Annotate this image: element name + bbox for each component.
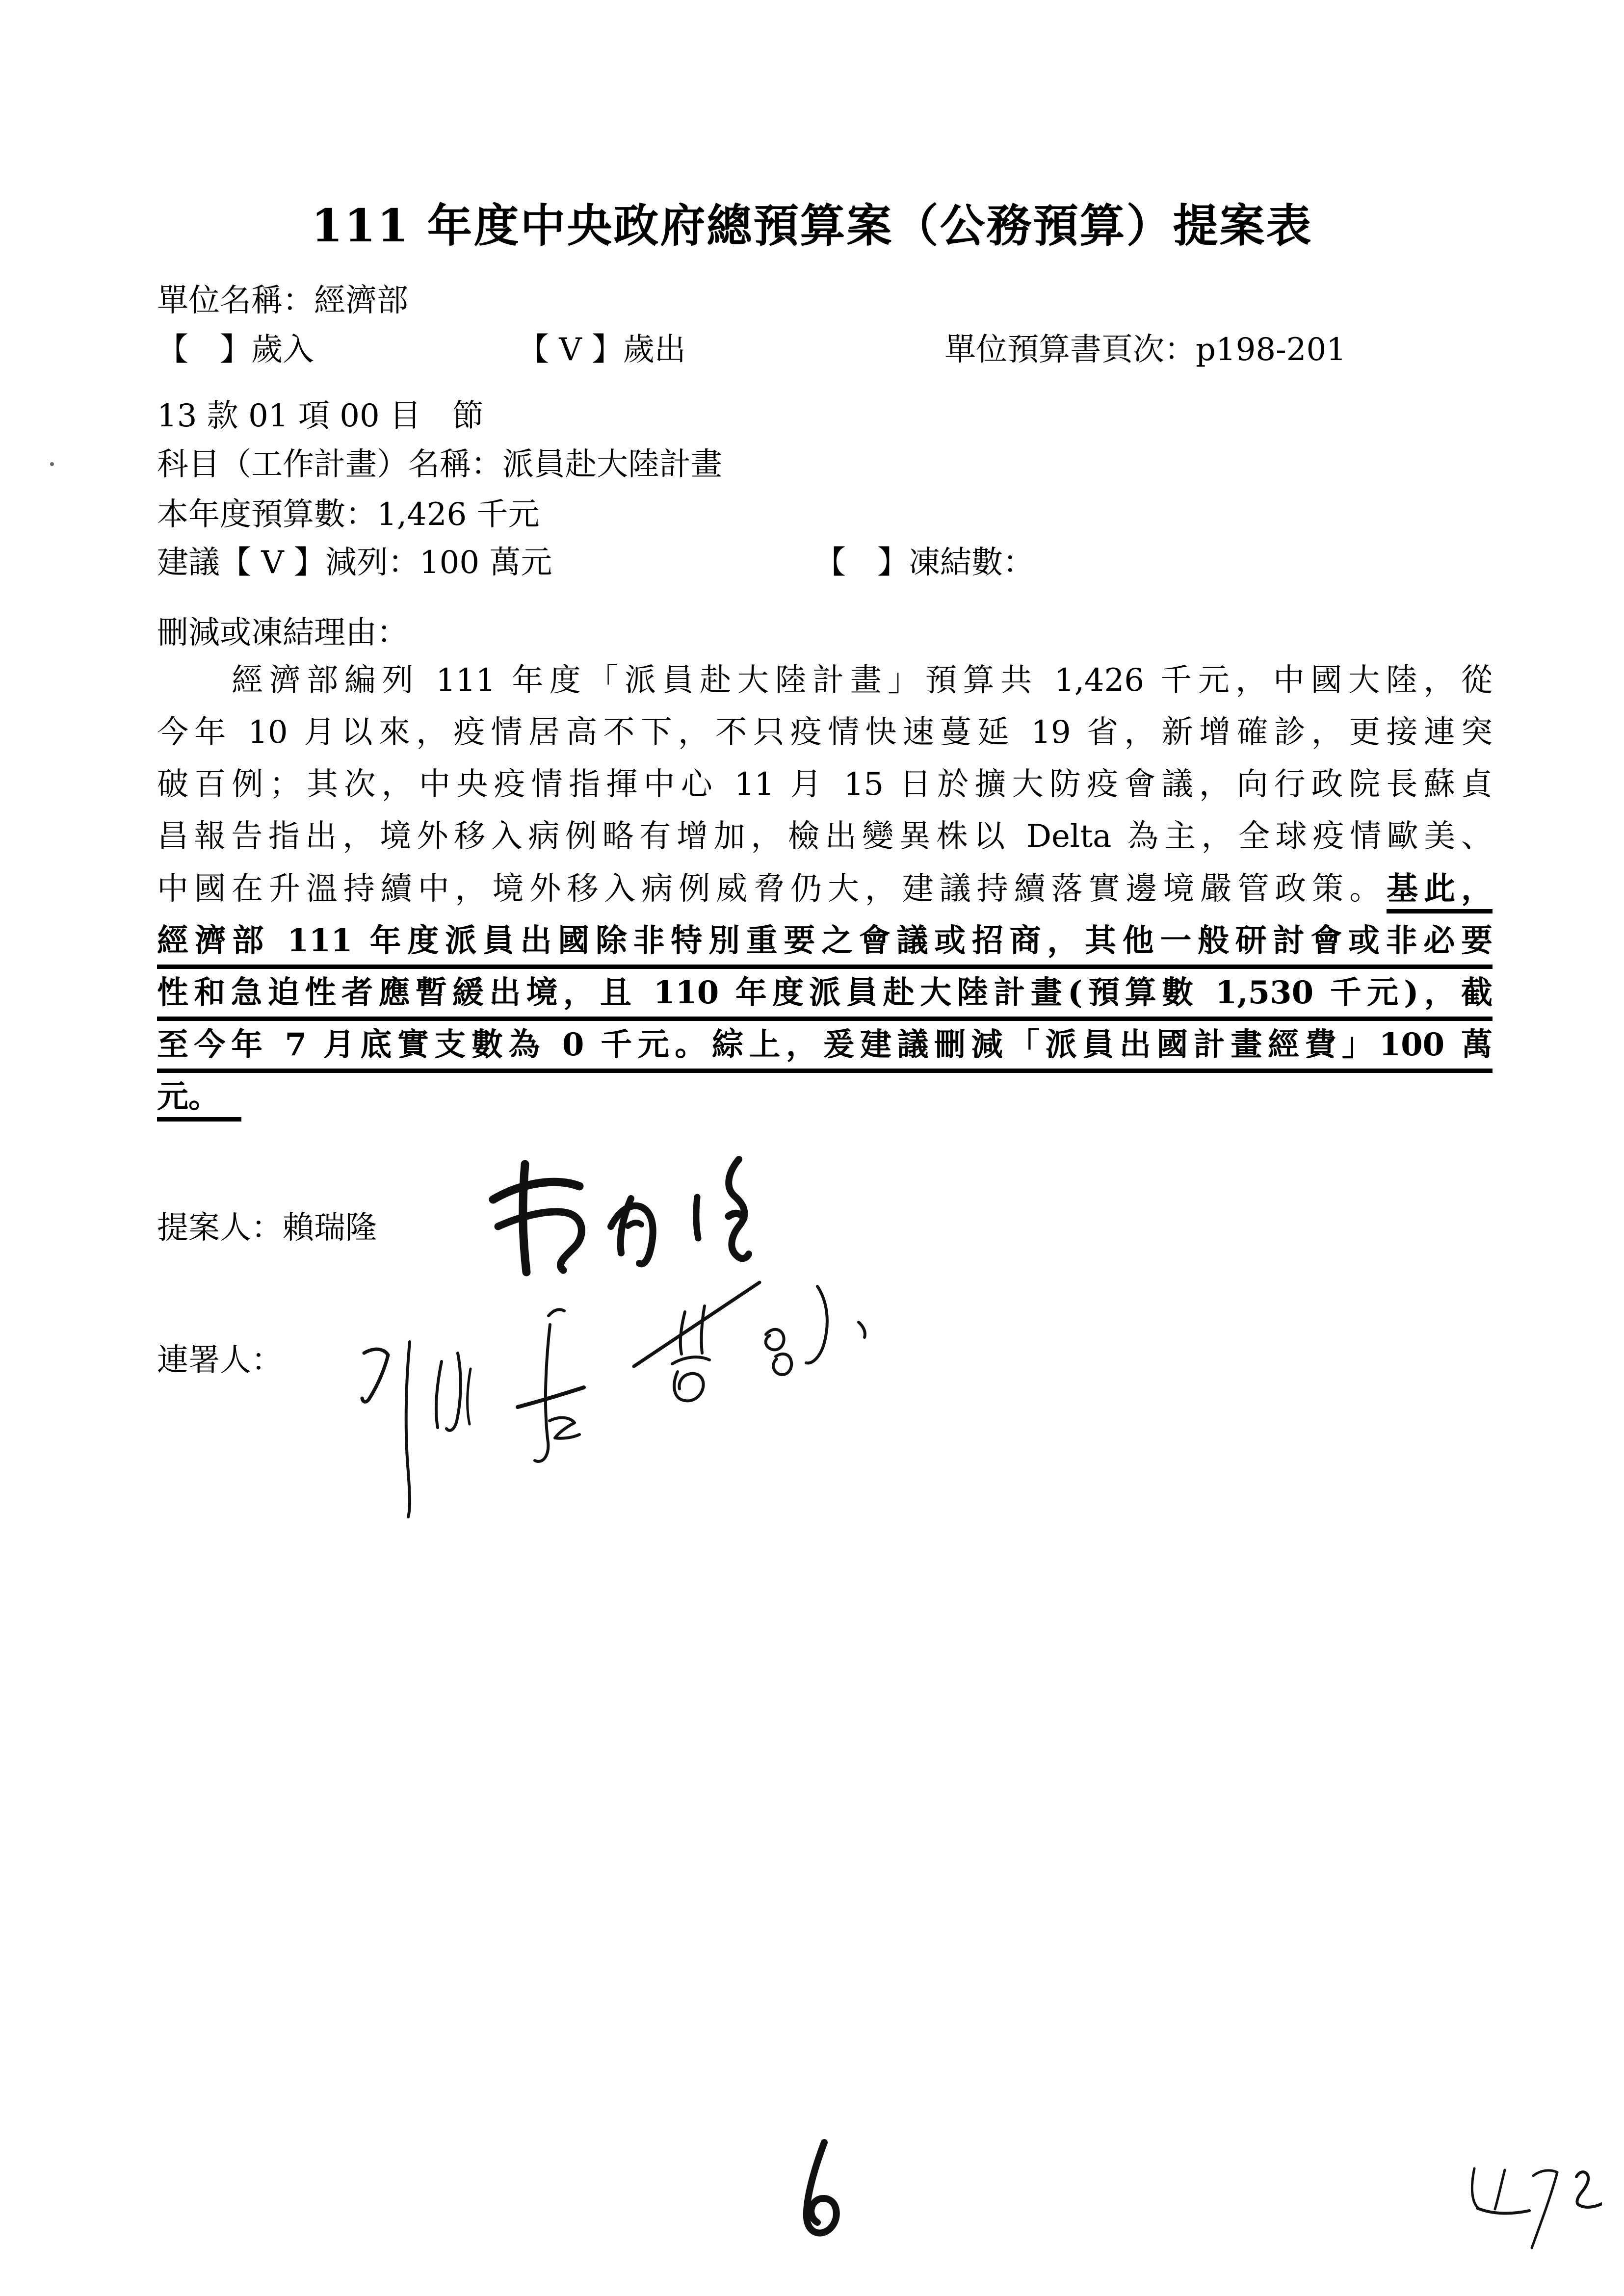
cosigner-signature-2 (628, 1276, 883, 1437)
revenue-checkbox-label: 【 】歲入 (157, 332, 314, 368)
current-year-budget-line: 本年度預算數：1,426 千元 (157, 496, 540, 533)
subject-line: 科目（工作計畫）名稱：派員赴大陸計畫 (157, 446, 722, 483)
reason-line-1: 經濟部編列 111 年度「派員赴大陸計畫」預算共 1,426 千元，中國大陸，從 (232, 662, 1493, 699)
scan-speck-artifact (50, 462, 54, 466)
page-title: 111 年度中央政府總預算案（公務預算）提案表 (311, 199, 1313, 252)
reason-line-3: 破百例；其次，中央疫情指揮中心 11 月 15 日於擴大防疫會議，向行政院長蘇貞 (157, 766, 1493, 803)
proposer-signature (483, 1152, 778, 1287)
reason-line-6: 經濟部 111 年度派員出國除非特別重要之會議或招商，其他一般研討會或非必要 (157, 917, 1493, 969)
reason-heading: 刪減或凍結理由： (157, 615, 408, 651)
budget-book-page-ref: 單位預算書頁次：p198-201 (944, 332, 1346, 368)
corner-note-handwriting (1460, 2156, 1602, 2254)
freeze-proposal-label: 【 】凍結數： (814, 545, 1034, 581)
reason-line-8: 至今年 7 月底實支數為 0 千元。綜上，爰建議刪減「派員出國計畫經費」100 萬 (157, 1021, 1493, 1073)
cosigner-heading: 連署人： (157, 1342, 283, 1379)
budget-code-line: 13 款 01 項 00 目 節 (157, 398, 484, 434)
reason-line-5: 中國在升溫持續中，境外移入病例威脅仍大，建議持續落實邊境嚴管政策。基此， (157, 865, 1493, 913)
reason-line-9: 元。 (157, 1073, 1493, 1121)
unit-name-line: 單位名稱：經濟部 (157, 283, 408, 319)
cosigner-signature-1 (343, 1295, 599, 1526)
reason-line-7: 性和急迫性者應暫緩出境，且 110 年度派員赴大陸計畫(預算數 1,530 千元)，截 (157, 969, 1493, 1021)
expenditure-checkbox-label: 【 V 】歲出 (518, 332, 686, 368)
reason-line-2: 今年 10 月以來，疫情居高不下，不只疫情快速蔓延 19 省，新增確診，更接連突 (157, 714, 1493, 751)
reason-line-4: 昌報告指出，境外移入病例略有增加，檢出變異株以 Delta 為主，全球疫情歐美、 (157, 818, 1493, 855)
reason-paragraph (157, 657, 1493, 1121)
reduce-proposal-label: 建議【 V 】減列：100 萬元 (157, 545, 552, 581)
handwritten-page-number (794, 2137, 843, 2242)
proposer-line: 提案人：賴瑞隆 (157, 1210, 377, 1246)
